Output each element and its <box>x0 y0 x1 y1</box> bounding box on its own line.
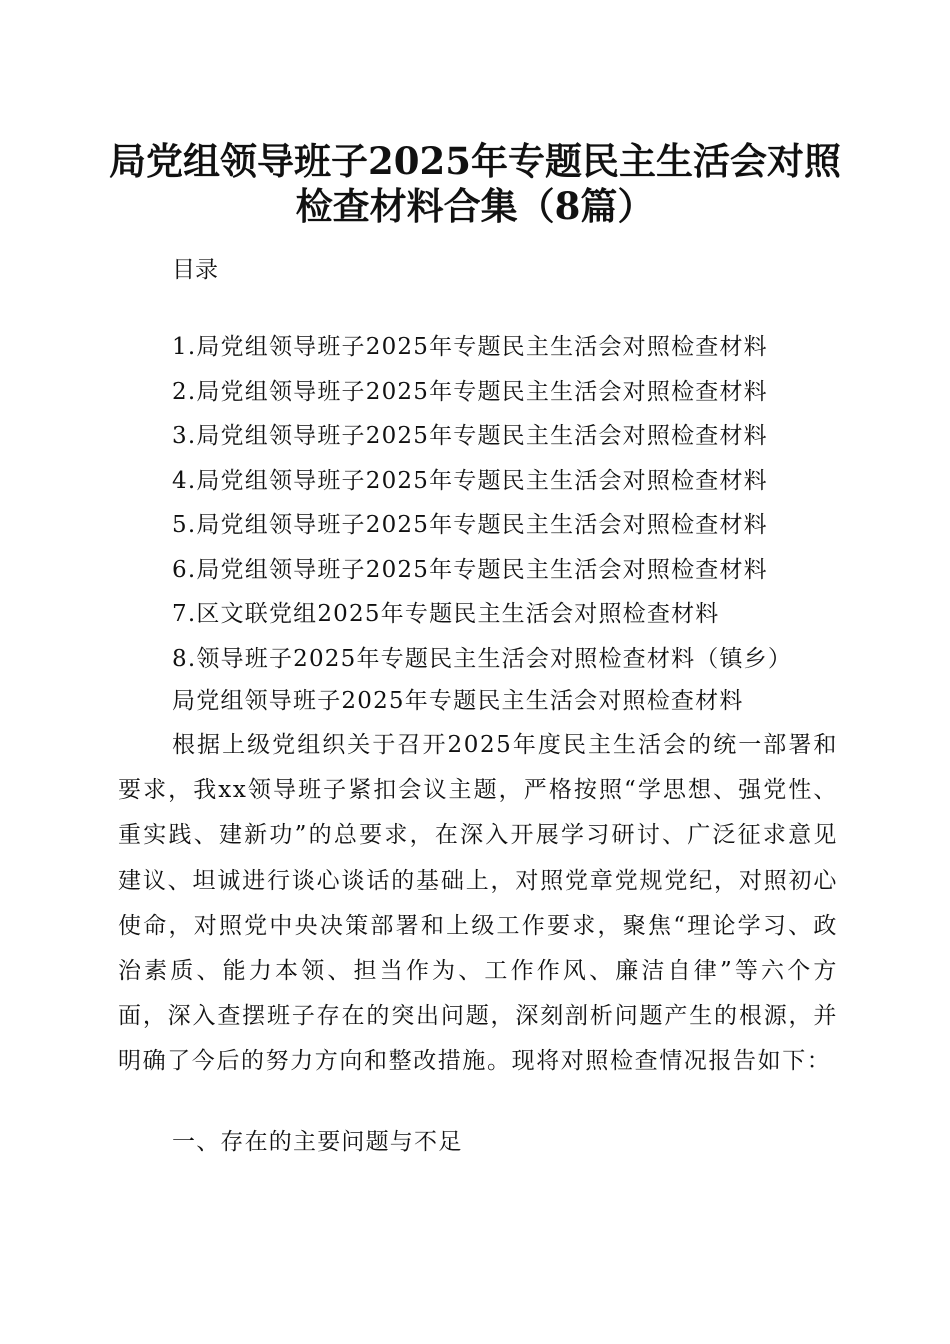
document-title-line-2: 检查材料合集（8篇） <box>295 184 655 228</box>
toc-item-6: 6.局党组领导班子2025年专题民主生活会对照检查材料 <box>172 556 768 583</box>
toc-item-1: 1.局党组领导班子2025年专题民主生活会对照检查材料 <box>172 334 768 360</box>
toc-item-4: 4.局党组领导班子2025年专题民主生活会对照检查材料 <box>172 467 768 494</box>
toc-item-2: 2.局党组领导班子2025年专题民主生活会对照检查材料 <box>172 378 768 405</box>
toc-item-3: 3.局党组领导班子2025年专题民主生活会对照检查材料 <box>172 423 768 449</box>
document-title-line-1: 局党组领导班子2025年专题民主生活会对照 <box>109 139 841 183</box>
toc-item-7: 7.区文联党组2025年专题民主生活会对照检查材料 <box>172 601 720 627</box>
toc-label: 目录 <box>172 257 218 283</box>
toc-item-8: 8.领导班子2025年专题民主生活会对照检查材料（镇乡） <box>172 645 793 672</box>
toc-item-5: 5.局党组领导班子2025年专题民主生活会对照检查材料 <box>172 512 768 538</box>
section-title: 局党组领导班子2025年专题民主生活会对照检查材料 <box>172 688 744 714</box>
table-of-contents <box>172 325 862 681</box>
intro-paragraph: 根据上级党组织关于召开2025年度民主生活会的统一部署和要求，我xx领导班子紧扣会议主题，严格按照“学思想、强党性、重实践、建新功”的总要求，在深入开展学习研讨、广泛征求意见建议、坦诚进行谈心谈话的基础上，对照党章党规党纪，对照初心使命，对照党中央决策部署和上级工作要求，聚焦“理论学习、政治素质、能力本领、担当作为、工作作风、廉洁自律”等六个方面，深入查摆班子存在的突出问题，深刻剖析问题产生的根源，并明确了今后的努力方向和整改措施。现将对照检查情况报告如下： <box>118 732 838 1075</box>
heading-level-1: 一、存在的主要问题与不足 <box>172 1129 463 1155</box>
